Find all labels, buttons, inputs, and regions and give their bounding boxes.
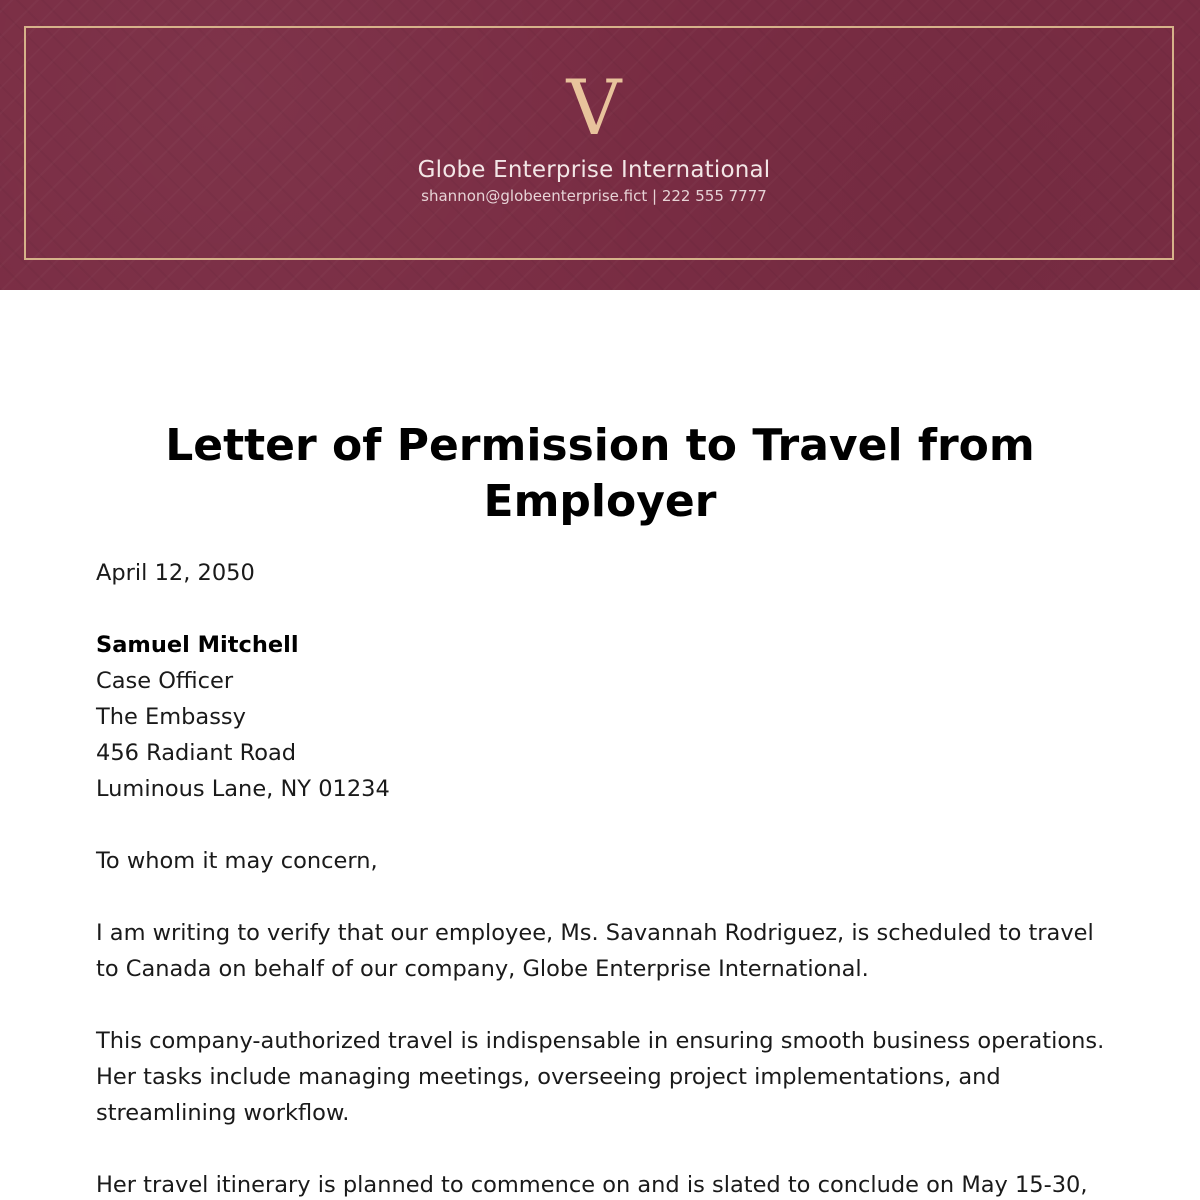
letter-date: April 12, 2050 xyxy=(96,560,255,586)
paragraph-purpose: This company-authorized travel is indispensable in ensuring smooth business operations. Her tasks include managing meetings, overseeing project implementations, and streamlining workflow. xyxy=(96,1028,1105,1126)
salutation: To whom it may concern, xyxy=(96,848,378,874)
recipient-block xyxy=(96,627,1106,807)
recipient-organization: The Embassy xyxy=(96,704,246,730)
company-logo: V xyxy=(566,63,622,152)
company-contact-info: shannon@globeenterprise.fict | 222 555 7777 xyxy=(421,187,767,205)
recipient-address-line1: 456 Radiant Road xyxy=(96,740,297,766)
letterhead-banner xyxy=(0,0,1200,290)
paragraph-verification: I am writing to verify that our employee, Ms. Savannah Rodriguez, is scheduled to travel to Canada on behalf of our company, Globe Enterprise International. xyxy=(96,920,1094,982)
letter-title: Letter of Permission to Travel from Employer xyxy=(165,420,1035,527)
paragraph-itinerary: Her travel itinerary is planned to commence on and is slated to conclude on May 15-30, xyxy=(96,1172,1088,1198)
recipient-address-line2: Luminous Lane, NY 01234 xyxy=(96,776,390,802)
recipient-title: Case Officer xyxy=(96,668,234,694)
company-name: Globe Enterprise International xyxy=(417,157,771,183)
recipient-name: Samuel Mitchell xyxy=(96,632,299,658)
